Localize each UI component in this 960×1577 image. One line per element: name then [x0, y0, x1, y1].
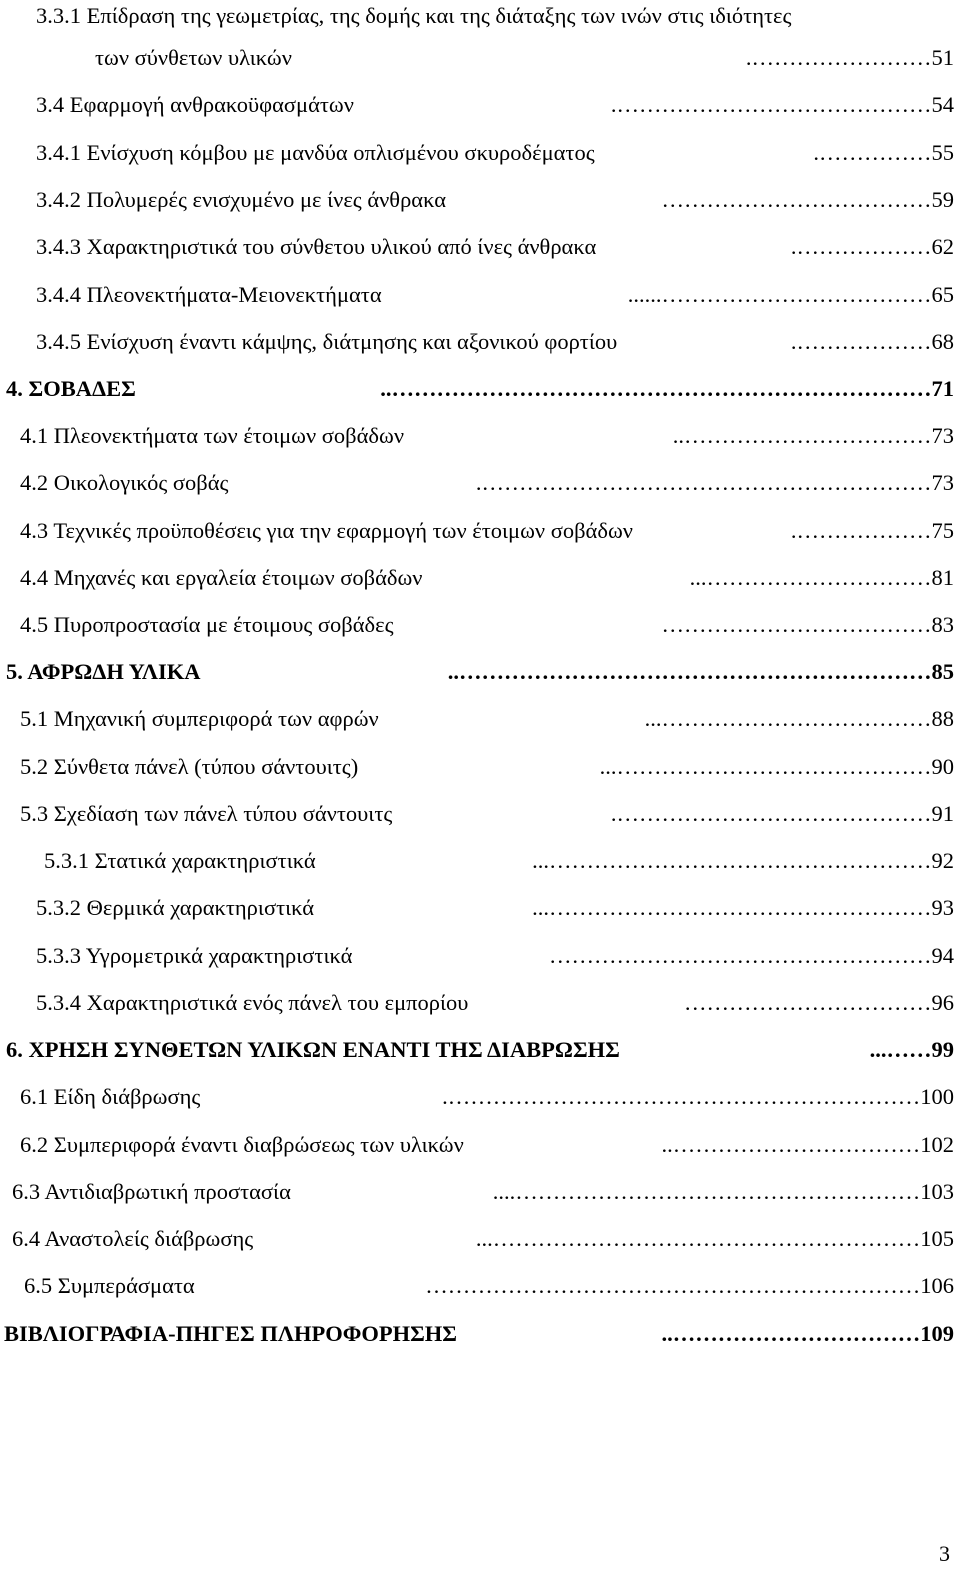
toc-entry-title: 5. ΑΦΡΩΔΗ ΥΛΙΚΑ	[6, 659, 201, 684]
toc-entry-page: 71	[931, 376, 954, 401]
toc-entry	[20, 422, 954, 450]
toc-entry-title: 6.2 Συμπεριφορά έναντι διαβρώσεως των υλικών	[20, 1132, 464, 1157]
toc-entry-page: 59	[931, 187, 954, 212]
toc-entry	[20, 611, 954, 639]
toc-entry-title: 4.5 Πυροπροστασία με έτοιμους σοβάδες	[20, 612, 394, 637]
toc-entry	[36, 894, 954, 922]
toc-entry-leader: ………………………………......	[627, 282, 932, 307]
toc-entry	[20, 1131, 954, 1159]
toc-entry	[20, 800, 954, 828]
toc-entry-page: 73	[931, 470, 954, 495]
toc-entry-title: 4.3 Τεχνικές προϋποθέσεις για την εφαρμογή των έτοιμων σοβάδων	[20, 518, 633, 543]
toc-entry-leader: ……………………………………………	[549, 943, 932, 968]
toc-entry	[36, 139, 954, 167]
toc-entry-page: 83	[931, 612, 954, 637]
toc-entry-title: 3.4.4 Πλεονεκτήματα-Μειονεκτήματα	[36, 282, 382, 307]
toc-entry	[36, 281, 954, 309]
toc-entry-leader: ………………………………	[661, 612, 932, 637]
toc-entry-leader: ……………………………………………………….	[442, 1084, 921, 1109]
toc-entry-title: 5.3.4 Χαρακτηριστικά ενός πάνελ του εμπορίου	[36, 990, 469, 1015]
toc-entry-page: 88	[931, 706, 954, 731]
toc-entry-leader: ……...	[869, 1037, 932, 1062]
toc-entry-title: 5.3 Σχεδίαση των πάνελ τύπου σάντουιτς	[20, 801, 393, 826]
toc-entry-leader: …………………………………………………...	[475, 1226, 921, 1251]
toc-entry	[44, 847, 954, 875]
toc-entry-leader: …………………………………………………………	[425, 1273, 921, 1298]
toc-entry-page: 55	[931, 140, 954, 165]
toc-entry-title: ΒΙΒΛΙΟΓΡΑΦΙΑ-ΠΗΓΕΣ ΠΛΗΡΟΦΟΡΗΣΗΣ	[4, 1321, 458, 1346]
toc-entry-leader: ……………….	[790, 329, 932, 354]
toc-entry	[36, 989, 954, 1017]
toc-entry-page: 65	[931, 282, 954, 307]
toc-entry-title: 4.2 Οικολογικός σοβάς	[20, 470, 229, 495]
toc-entry-leader: ………………………………	[661, 187, 932, 212]
toc-entry-title: 5.3.1 Στατικά χαρακτηριστικά	[44, 848, 316, 873]
toc-entry-page: 103	[920, 1179, 954, 1204]
toc-entry-title: 5.1 Μηχανική συμπεριφορά των αφρών	[20, 706, 379, 731]
toc-entry	[36, 233, 954, 261]
toc-entry	[20, 517, 954, 545]
toc-entry-page: 68	[931, 329, 954, 354]
toc-entry-leader: ……………………………………...	[599, 754, 932, 779]
toc-entry	[95, 44, 954, 72]
toc-entry	[36, 91, 954, 119]
toc-entry	[20, 469, 954, 497]
toc-entry-title: 3.4.3 Χαρακτηριστικά του σύνθετου υλικού από ίνες άνθρακα	[36, 234, 597, 259]
toc-entry-leader: ………………………………………………………………..	[380, 376, 932, 401]
toc-entry-leader: …………………………...	[689, 565, 932, 590]
toc-entry-leader: …………………………………….	[610, 92, 932, 117]
toc-entry-page: 106	[920, 1273, 954, 1298]
toc-entry-title: 6.1 Είδη διάβρωσης	[20, 1084, 201, 1109]
toc-entry-leader: ……………….	[790, 234, 932, 259]
toc-entry-page: 102	[920, 1132, 954, 1157]
toc-entry-page: 100	[920, 1084, 954, 1109]
toc-entry	[6, 658, 954, 686]
toc-entry-title: 3.4.5 Ενίσχυση έναντι κάμψης, διάτμησης και αξονικού φορτίου	[36, 329, 618, 354]
toc-entry-leader: ……………………………..	[661, 1132, 921, 1157]
toc-entry-page: 85	[931, 659, 954, 684]
toc-entry-page: 75	[931, 518, 954, 543]
toc-entry-page: 81	[931, 565, 954, 590]
toc-entry	[36, 186, 954, 214]
toc-entry-page: 93	[931, 895, 954, 920]
toc-entry-title: 6.4 Αναστολείς διάβρωσης	[12, 1226, 254, 1251]
toc-entry-leader: ………………………………………………....	[492, 1179, 921, 1204]
toc-entry	[6, 375, 954, 403]
toc-entry-page: 94	[931, 943, 954, 968]
toc-entry-title: 6.3 Αντιδιαβρωτική προστασία	[12, 1179, 291, 1204]
toc-entry-page: 91	[931, 801, 954, 826]
toc-entry-page: 99	[931, 1037, 954, 1062]
toc-entry	[24, 1272, 954, 1300]
page-number: 3	[939, 1541, 950, 1566]
toc-entry-page: 109	[920, 1321, 954, 1346]
toc-entry-leader: ………………………………...	[644, 706, 932, 731]
toc-entry-title: 4.4 Μηχανές και εργαλεία έτοιμων σοβάδων	[20, 565, 423, 590]
toc-entry-title: 4.1 Πλεονεκτήματα των έτοιμων σοβάδων	[20, 423, 404, 448]
toc-entry-title: 6.5 Συμπεράσματα	[24, 1273, 195, 1298]
toc-entry-page: 96	[931, 990, 954, 1015]
toc-entry	[36, 942, 954, 970]
toc-entry-leader: …………….	[813, 140, 932, 165]
toc-entry-title: 5.2 Σύνθετα πάνελ (τύπου σάντουιτς)	[20, 754, 359, 779]
toc-entry-leader: ………………………………………………………..	[447, 659, 932, 684]
toc-entry-page: 54	[931, 92, 954, 117]
toc-entry	[20, 753, 954, 781]
toc-entry-title: 3.4.1 Ενίσχυση κόμβου με μανδύα οπλισμένου σκυροδέματος	[36, 140, 595, 165]
toc-entry-page: 51	[931, 45, 954, 70]
toc-entry-title: 4. ΣΟΒΑΔΕΣ	[6, 376, 136, 401]
toc-entry-title: των σύνθετων υλικών	[95, 45, 292, 70]
toc-entry-page: 90	[931, 754, 954, 779]
toc-entry-leader: ……………………………..	[661, 1321, 921, 1346]
toc-entry-title: 3.3.1 Επίδραση της γεωμετρίας, της δομής και της διάταξης των ινών στις ιδιότητες	[36, 3, 792, 28]
toc-entry	[20, 1083, 954, 1111]
toc-entry-title: 5.3.2 Θερμικά χαρακτηριστικά	[36, 895, 315, 920]
toc-entry	[36, 328, 954, 356]
toc-entry	[20, 564, 954, 592]
toc-entry	[12, 1225, 954, 1253]
toc-entry-title: 3.4.2 Πολυμερές ενισχυμένο με ίνες άνθρακα	[36, 187, 447, 212]
toc-entry-page: 92	[931, 848, 954, 873]
toc-entry-leader: ……………….	[790, 518, 932, 543]
toc-entry-page: 62	[931, 234, 954, 259]
toc-entry-title: 5.3.3 Υγρομετρικά χαρακτηριστικά	[36, 943, 353, 968]
toc-entry-leader: …………………………………………………….	[475, 470, 932, 495]
toc-entry-leader: …………………………………….	[610, 801, 932, 826]
toc-entry	[6, 1036, 954, 1064]
toc-entry-title: 3.4 Εφαρμογή ανθρακοϋφασμάτων	[36, 92, 354, 117]
toc-entry-leader: ……………………………………………...	[532, 895, 932, 920]
toc-entry-title: 6. ΧΡΗΣΗ ΣΥΝΘΕΤΩΝ ΥΛΙΚΩΝ ΕΝΑΝΤΙ ΤΗΣ ΔΙΑΒΡΩΣΗΣ	[6, 1037, 620, 1062]
toc-entry-page: 73	[931, 423, 954, 448]
toc-entry-page: 105	[920, 1226, 954, 1251]
toc-entry-leader: ……………………………………………...	[532, 848, 932, 873]
toc-entry-leader: ……………………………	[684, 990, 932, 1015]
toc-entry-leader: ……………………………..	[672, 423, 932, 448]
toc-entry	[12, 1178, 954, 1206]
toc-entry-leader: …………………….	[745, 45, 932, 70]
toc-entry	[4, 1320, 954, 1348]
toc-entry	[20, 705, 954, 733]
